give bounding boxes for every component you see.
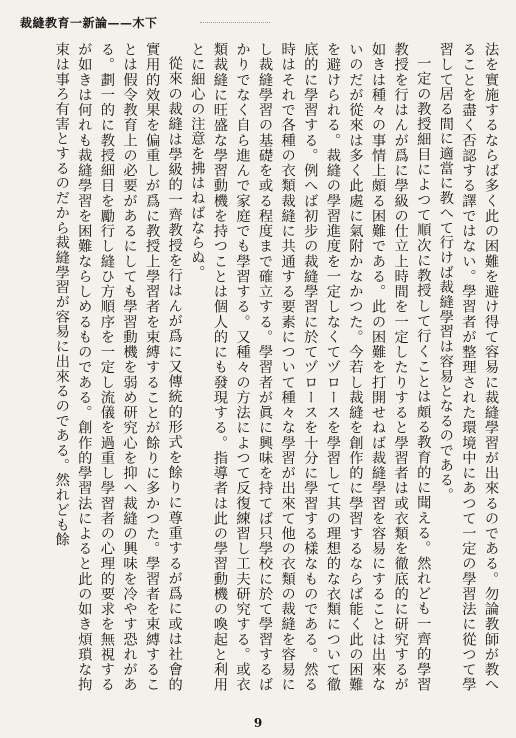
paragraph-2: 一定の教授細目によつて順次に教授して行くことは頗る教育的に聞える。然れども一齊的學習教授を行はんが爲に學級の仕立上時間を一定したりすると學習者は或衣類を徹底的に研究するが如きは種々の事情上頗る困難である。此の困難を打開せねば裁縫學習を容易にすることは出來ないのだが從來は多く此處に氣附かなかつた。今若し裁縫を創作的に學習するならば能く此の困難を避けられる。裁縫の學習進度を一定しなくてヅロースを學習して其の理想的な衣類について徹底的に學習する。例へば初步の裁縫學習に於てヅロースを十分に學習する樣なものである。然る時はそれで各種の衣類裁縫に共通する要素について種々な學習が出來て他の衣類の裁縫を容易にし裁縫學習の基礎を或る程度まで確立する。學習者が眞に興味を持てば只學校に於て學習するばかりでなく自ら進んで家庭でも學習する。又種々の方法によつて反復練習し工夫研究する。或衣類裁縫に旺盛な學習動機を持つことは個人的にも發現する。指導者は此の學習動機の喚起と利用とに細心の注意を拂はねばならぬ。 [189, 42, 432, 692]
body-text [18, 42, 502, 692]
running-head: 裁縫教育一新論——木下 [20, 16, 158, 30]
paragraph-3: 從來の裁縫は學級的一齊教授を行はんが爲に又傳統的形式を餘りに尊重するが爲に或は社會的實用的效果を偏重しが爲に教授上學習者を束縛することが餘りに多かつた。學習者を束縛することは假令教育上の必要があるにしても學習動機を弱め研究心を抑へ裁縫の興味を冷やす恐れがある。劃一的に教授細目を勵行し縫ひ方順序を一定し流儀を過重し學習者の心理的要求を無視するが如きは何れも裁縫學習を困難ならしめるものである。創作的學習法によると此の如き煩瑣な拘束は事ろ有害とするのだから裁縫學習が容易に出來るのである。然れども餘 [53, 42, 183, 692]
page-number: 9 [253, 716, 263, 730]
paragraph-1: 法を實施するならば多く此の困難を避け得て容易に裁縫學習が出來るのである。勿論教師が教へることを盡く否認する譯ではない。學習者が整理された環境中にあつて一定の學習法に從つて學習して居る間に適當に教へて行けば裁縫學習は容易となるのである。 [437, 42, 499, 692]
header-rule [200, 22, 270, 23]
page-header [0, 14, 516, 38]
